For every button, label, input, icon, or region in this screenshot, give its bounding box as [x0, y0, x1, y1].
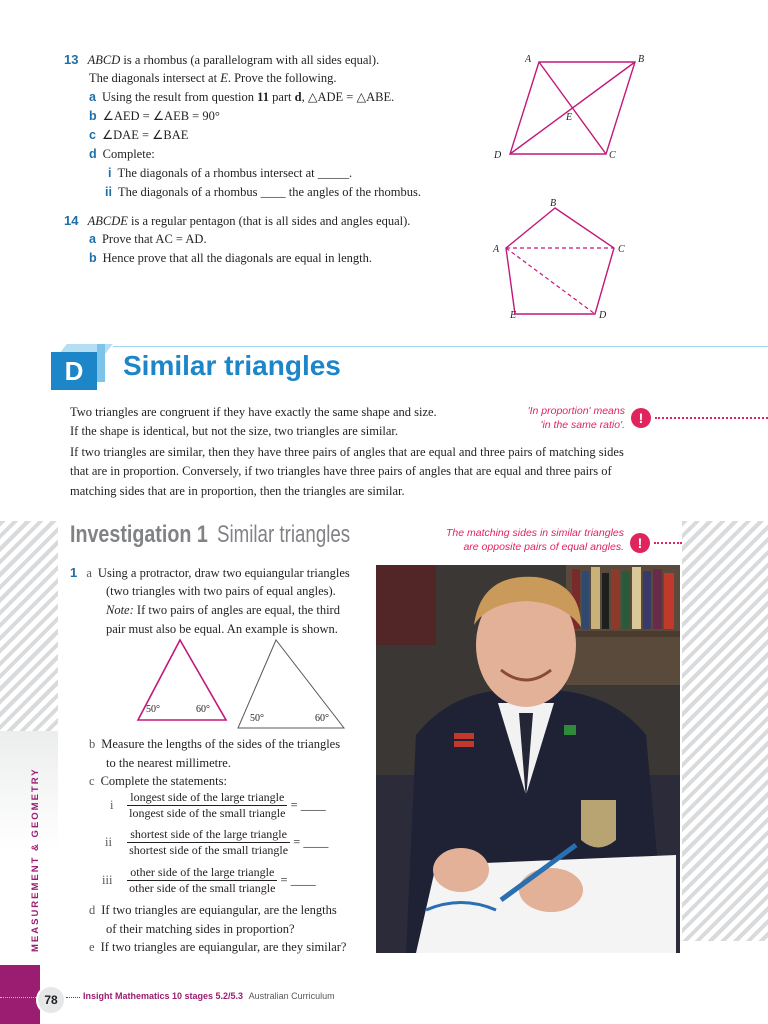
inv-q1-line4: pair must also be equal. An example is shown.: [106, 622, 338, 636]
example-triangles: [130, 636, 350, 732]
section-p2b: that are in proportion. Conversely, if two triangles have three pairs of angles that are equal and three pairs of: [70, 464, 612, 478]
student-photo-illustration: [376, 565, 680, 953]
footer-side-bar: [0, 965, 40, 1024]
student-photo: [376, 565, 680, 953]
warning-icon: !: [631, 408, 651, 428]
q13-intro-2: The diagonals intersect at E. Prove the following.: [89, 71, 337, 85]
investigation-stripe-right: [682, 521, 768, 941]
small-triangle-angle-60: 60°: [196, 704, 210, 715]
inv-q1-part-e: e If two triangles are equiangular, are they similar?: [89, 940, 347, 954]
fraction-iii: iii $\frac{\text{other side of the large triangle}}{\text{other side of the small triangle}}$ = ____: [102, 865, 316, 895]
q14-part-b: b Hence prove that all the diagonals are equal in length.: [89, 251, 372, 265]
pentagon-label-c: C: [618, 244, 625, 255]
warning-icon: !: [630, 533, 650, 553]
q13-number: 13: [64, 52, 79, 67]
section-p2a: If two triangles are similar, then they have three pairs of angles that are equal and three pairs of matching sides: [70, 445, 624, 459]
q14-part-a: a Prove that AC = AD.: [89, 232, 207, 246]
investigation-subtitle: Similar triangles: [217, 521, 351, 548]
small-triangle-angle-50: 50°: [146, 704, 160, 715]
footer-dotted-left: [0, 997, 40, 998]
note-dotted-line: [654, 542, 682, 544]
pentagon-label-b: B: [550, 198, 557, 209]
q14-number: 14: [64, 213, 79, 228]
note-dotted-line: [655, 417, 768, 419]
inv-q1-part-c: c Complete the statements:: [89, 774, 227, 788]
fraction-i: i $\frac{\text{longest side of the large triangle}}{\text{longest side of the small triangle}}$ = ____: [110, 790, 326, 820]
q13-part-a: a Using the result from question 11 part d, △ADE = △ABE.: [89, 90, 395, 104]
section-badge: [51, 344, 105, 390]
pentagon-label-e: E: [510, 310, 517, 321]
rhombus-label-e: E: [566, 112, 573, 123]
rhombus-label-a: A: [525, 54, 532, 65]
section-title: Similar triangles: [123, 350, 341, 381]
section-letter: D: [51, 352, 97, 390]
inv-q1-line3: Note: If two pairs of angles are equal, the third: [106, 603, 340, 617]
rhombus-figure: [488, 48, 658, 166]
q13-part-b: b ∠AED = ∠AEB = 90°: [89, 109, 220, 123]
pentagon-label-d: D: [599, 310, 607, 321]
q13-intro: 13 ABCD is a rhombus (a parallelogram with all sides equal).: [64, 52, 380, 67]
section-p1a: Two triangles are congruent if they have exactly the same shape and size.: [70, 405, 437, 419]
q13-part-d-ii: ii The diagonals of a rhombus ____ the angles of the rhombus.: [105, 185, 422, 199]
large-triangle-angle-50: 50°: [250, 713, 264, 724]
rhombus-label-c: C: [609, 150, 616, 161]
rhombus-label-d: D: [494, 150, 502, 161]
footer-book-title: Insight Mathematics 10 stages 5.2/5.3 Australian Curriculum: [83, 991, 335, 1001]
inv-q1-part-d-2: of their matching sides in proportion?: [106, 922, 295, 936]
inv-q1-part-d: d If two triangles are equiangular, are the lengths: [89, 903, 337, 917]
pentagon-figure: [488, 196, 638, 324]
inv-q1-part-b: b Measure the lengths of the sides of the triangles: [89, 737, 341, 751]
footer-dotted-right: [66, 997, 80, 998]
investigation-stripe-left: [0, 521, 58, 941]
section-p1b: If the shape is identical, but not the size, two triangles are similar.: [70, 424, 399, 438]
pentagon-label-a: A: [493, 244, 500, 255]
page-number: 78: [36, 985, 66, 1015]
large-triangle-angle-60: 60°: [315, 713, 329, 724]
section-p2c: matching sides that are in proportion, then the triangles are similar.: [70, 484, 405, 498]
q13-part-d: d Complete:: [89, 147, 155, 161]
rhombus-label-b: B: [638, 54, 645, 65]
inv-q1-part-b-2: to the nearest millimetre.: [106, 756, 231, 770]
q13-part-c: c ∠DAE = ∠BAE: [89, 128, 189, 142]
investigation-title: Investigation 1: [70, 521, 208, 548]
inv-q1-line1: 1 a Using a protractor, draw two equiangular triangles: [70, 565, 350, 580]
strand-label: MEASUREMENT & GEOMETRY: [30, 767, 41, 952]
fraction-ii: ii $\frac{\text{shortest side of the large triangle}}{\text{shortest side of the small triangle}}$ = ____: [105, 827, 329, 857]
inv-q1-line2: (two triangles with two pairs of equal angles).: [106, 584, 336, 598]
section-rule: [113, 346, 768, 347]
proportion-note: 'In proportion' means 'in the same ratio'.: [527, 405, 625, 431]
q13-part-d-i: i The diagonals of a rhombus intersect at _____.: [108, 166, 353, 180]
matching-sides-note: The matching sides in similar triangles are opposite pairs of equal angles.: [446, 527, 624, 553]
q14-intro: 14 ABCDE is a regular pentagon (that is all sides and angles equal).: [64, 213, 411, 228]
inv-q1-number: 1: [70, 565, 78, 580]
